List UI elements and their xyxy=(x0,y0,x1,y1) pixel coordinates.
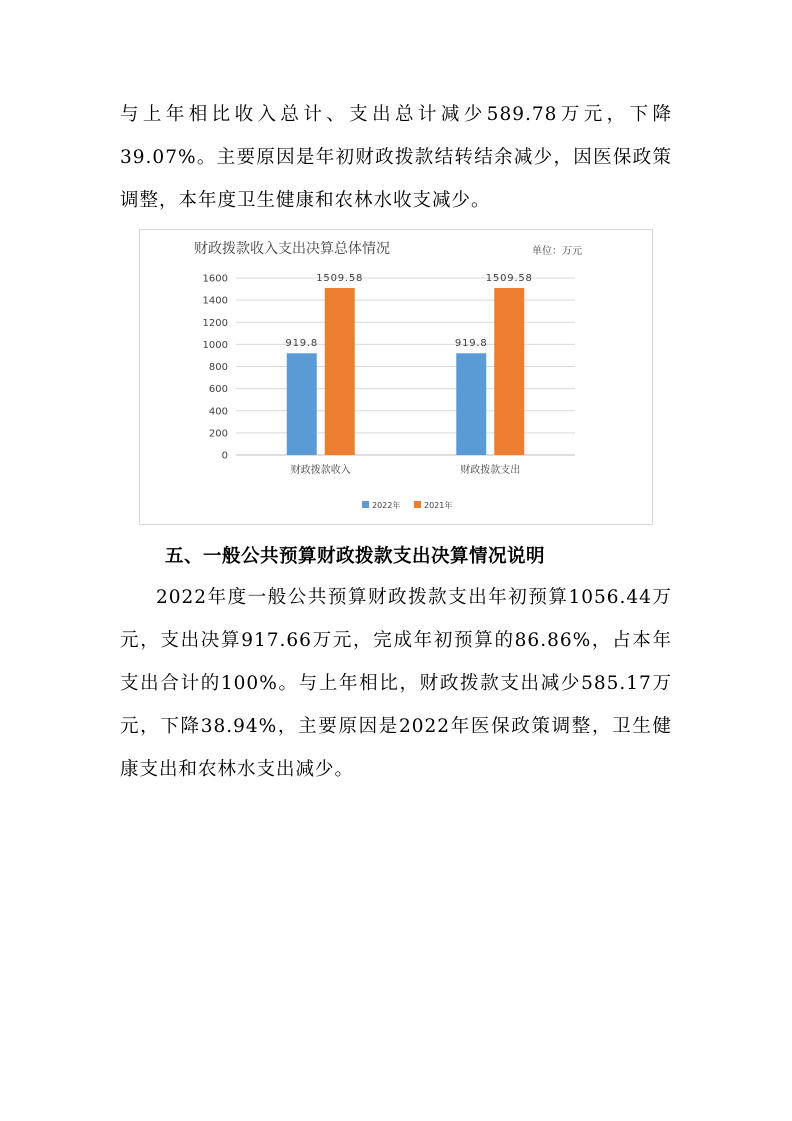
section-heading: 五、一般公共预算财政拨款支出决算情况说明 xyxy=(165,546,546,567)
y-tick-label: 400 xyxy=(208,406,228,418)
chart-bar xyxy=(287,353,317,455)
legend-swatch xyxy=(362,501,369,508)
chart-bar xyxy=(325,288,355,455)
data-label: 1509.58 xyxy=(485,273,533,285)
body-paragraph-1: 与上年相比收入总计、支出总计减少589.78万元，下降39.07%。主要原因是年初财政拨款结转结余减少，因医保政策调整，本年度卫生健康和农林水收支减少。 xyxy=(120,104,672,211)
chart-unit-label: 单位：万元 xyxy=(532,246,582,257)
y-tick-label: 1200 xyxy=(202,317,228,329)
y-tick-label: 0 xyxy=(221,450,228,462)
y-tick-label: 1400 xyxy=(202,295,228,307)
data-label: 1509.58 xyxy=(316,273,364,285)
legend-label: 2022年 xyxy=(372,501,401,510)
y-tick-label: 1600 xyxy=(202,273,228,285)
y-tick-label: 1000 xyxy=(202,339,228,351)
budget-bar-chart xyxy=(139,229,653,525)
x-category-label: 财政拨款支出 xyxy=(460,465,521,476)
chart-title: 财政拨款收入支出决算总体情况 xyxy=(194,241,390,257)
chart-canvas xyxy=(140,230,654,526)
body-paragraph-2: 2022年度一般公共预算财政拨款支出年初预算1056.44万元，支出决算917.66万元，完成年初预算的86.86%，占本年支出合计的100%。与上年相比，财政拨款支出减少585.17万元，下降38.94%，主要原因是2022年医保政策调整，卫生健康支出和农林水支出减少。 xyxy=(120,587,672,780)
data-label: 919.8 xyxy=(454,338,488,350)
data-label: 919.8 xyxy=(285,338,319,350)
y-tick-label: 200 xyxy=(208,428,228,440)
chart-bar xyxy=(456,353,486,455)
legend-swatch xyxy=(414,501,421,508)
y-tick-label: 800 xyxy=(208,362,228,373)
x-category-label: 财政拨款收入 xyxy=(290,465,351,476)
legend-label: 2021年 xyxy=(424,501,453,510)
chart-bar xyxy=(494,288,524,455)
y-tick-label: 600 xyxy=(208,384,228,396)
